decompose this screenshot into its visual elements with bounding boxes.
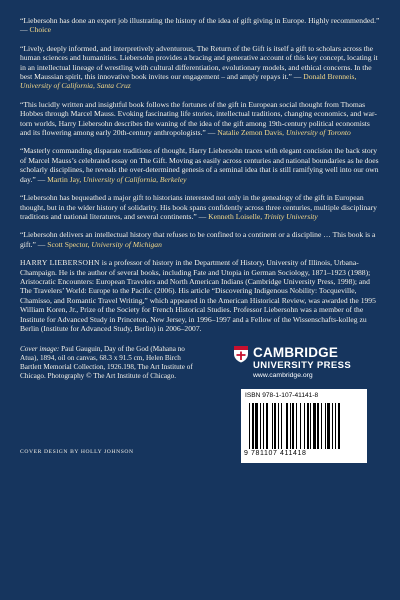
- isbn-barcode: [241, 389, 367, 463]
- quote-text: “Liebersohn delivers an intellectual history that refuses to be confined to a continent or a discipline … This book is a gift.”: [20, 230, 376, 249]
- quote-attribution: Kenneth Loiselle, Trinity University: [208, 211, 318, 221]
- publisher-name: CAMBRIDGE: [253, 345, 339, 361]
- cover-image-text: Paul Gauguin, Day of the God (Mahana no Atua), 1894, oil on canvas, 68.3 x 91.5 cm, Helen Birch Bartlett Memorial Collection, 1926.198, The Art Institute of Chicago. Photography © The Art Institute of Chicago.: [20, 345, 193, 381]
- quote-4: “Masterly commanding disparate traditions of thought, Harry Liebersohn traces with elegant concision the back story of Marcel Mauss’s celebrated essay on The Gift. Moving as easily across centuries and national boundaries as he does scholarly disciplines, he reveals the over-determined genesis of a seminal idea that is still ramifying well into our own day.” — Martin Jay, University of California, Berkeley: [20, 146, 379, 184]
- cover-image-label: Cover image:: [20, 345, 60, 354]
- quotes-section: [20, 16, 381, 249]
- barcode-icon: [249, 403, 359, 449]
- quote-text: “Liebersohn has done an expert job illustrating the history of the idea of gift giving in Europe. Highly recommended.”: [20, 16, 380, 25]
- quote-attribution: Natalie Zemon Davis, University of Toronto: [217, 128, 351, 138]
- publisher-subtitle: UNIVERSITY PRESS: [253, 360, 352, 372]
- quote-attribution: Choice: [29, 25, 52, 35]
- quote-1: “Liebersohn has done an expert job illustrating the history of the idea of gift giving in Europe. Highly recommended.” — Choice: [20, 16, 380, 35]
- quote-6: “Liebersohn delivers an intellectual history that refuses to be confined to a continent or a discipline … This book is a gift.” — Scott Spector, University of Michigan: [20, 230, 376, 249]
- quote-attribution: Scott Spector, University of Michigan: [47, 239, 162, 249]
- quote-attribution: Martin Jay, University of California, Berkeley: [47, 174, 187, 184]
- isbn-digits: 9 781107 411418: [244, 450, 307, 458]
- publisher-url: www.cambridge.org: [253, 372, 313, 380]
- quote-text: “Masterly commanding disparate traditions of thought, Harry Liebersohn traces with elegant concision the back story of Marcel Mauss’s celebrated essay on The Gift. Moving as easily across centuries and national boundaries as he does scholarly disciplines, he reveals the over-determined genesis of a seminal idea that is still ramifying well into our own day.”: [20, 146, 379, 184]
- quote-3: “This lucidly written and insightful book follows the fortunes of the gift in European social thought from Thomas Hobbes through Marcel Mauss. Evoking fascinating life stories, intellectual traditions, changing economics, and war-torn worlds, Harry Liebersohn describes the waning of the idea of the gift among 19th-century political economists and its flowering among early 20th-century anthropologists.” — Natalie Zemon Davis, University of Toronto: [20, 99, 377, 138]
- cover-image-credit: [20, 345, 198, 381]
- quote-text: “This lucidly written and insightful book follows the fortunes of the gift in European social thought from Thomas Hobbes through Marcel Mauss. Evoking fascinating life stories, intellectual traditions, changing economics, and war-torn worlds, Harry Liebersohn describes the waning of the idea of the gift among 19th-century political economists and its flowering among early 20th-century anthropologists.”: [20, 99, 377, 138]
- quote-text: “Liebersohn has bequeathed a major gift to historians interested not only in the genealogy of the gift in European thought, but in the wider history of solidarity. His book spans confidently across three centuries, multiple disciplinary traditions and national literatures, and several continents.”: [20, 193, 377, 221]
- author-bio-text: is a professor of history in the Department of History, University of Illinois, Urbana-Champaign. He is the author of several books, including Fate and Utopia in German Sociology, 1871–1923 (1988); Aristocratic Encounters: European Travelers and North American Indians (Cambridge University Press, 1998); and The Travelers’ World: Europe to the Pacific (2006). His article “Discovering Indigenous Nobility: Tocqueville, Chamisso, and Romantic Travel Writing,” which appeared in the American Historical Review, was awarded the 1995 William Koren, Jr., Prize of the Society for French Historical Studies. Professor Liebersohn was a member of the Institute for Advanced Study in Princeton, New Jersey, in 1996–1997 and a Fellow of the Wissenschafts-kolleg zu Berlin (Institute for Advanced Study, Berlin) in 2006–2007.: [20, 258, 376, 333]
- cover-design-credit: COVER DESIGN BY HOLLY JOHNSON: [20, 449, 134, 456]
- author-bio: [20, 258, 381, 333]
- quote-text: “Lively, deeply informed, and interpretively adventurous, The Return of the Gift is itself a gift to scholars across the human sciences and humanities. Liebersohn provides a bracing and generative account of this key concept, locating it in an intellectual lineage of wrestling with cultural differentiation, evolutionary models, and ethical concerns. In the best Maussian spirit, this innovative book invites our engagement – and amply repays it.”: [20, 43, 378, 82]
- quote-attribution: Donald Brenneis, University of California, Santa Cruz: [20, 72, 357, 91]
- author-name: HARRY LIEBERSOHN: [20, 258, 100, 268]
- isbn-label: ISBN 978-1-107-41141-8: [245, 392, 319, 400]
- cambridge-shield-icon: [233, 345, 249, 363]
- quote-2: “Lively, deeply informed, and interpretively adventurous, The Return of the Gift is itself a gift to scholars across the human sciences and humanities. Liebersohn provides a bracing and generative account of this key concept, locating it in an intellectual lineage of wrestling with cultural differentiation, evolutionary models, and ethical concerns. In the best Maussian spirit, this innovative book invites our engagement – and amply repays it.” — Donald Brenneis, University of California, Santa Cruz: [20, 43, 378, 91]
- bottom-section: [20, 345, 381, 463]
- quote-5: “Liebersohn has bequeathed a major gift to historians interested not only in the genealogy of the gift in European thought, but in the wider history of solidarity. His book spans confidently across three centuries, multiple disciplinary traditions and national literatures, and several continents.” — Kenneth Loiselle, Trinity University: [20, 193, 377, 221]
